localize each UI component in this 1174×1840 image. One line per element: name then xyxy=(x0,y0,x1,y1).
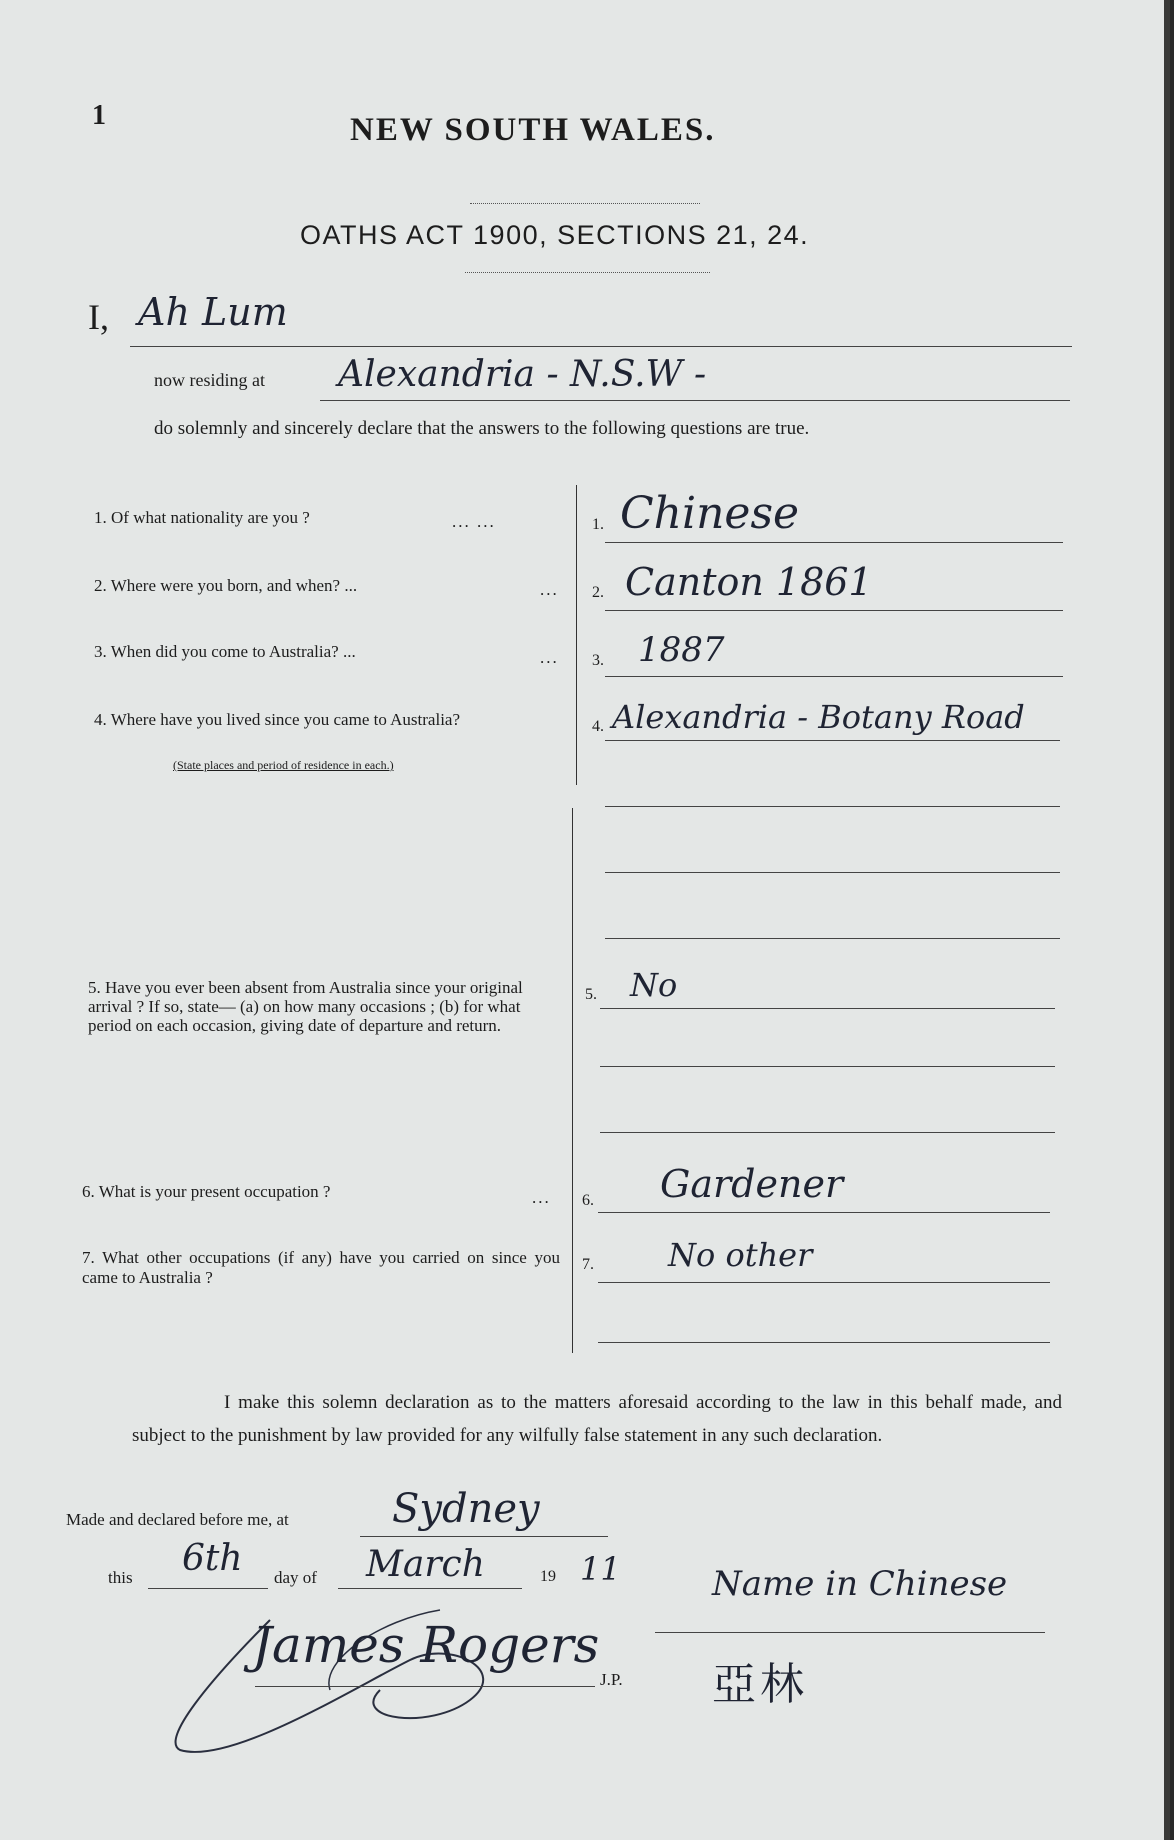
answer-2-number: 2. xyxy=(592,584,604,601)
corner-mark: 1 xyxy=(92,100,106,131)
answer-4-line xyxy=(605,740,1060,741)
question-2: 2. Where were you born, and when? ... xyxy=(94,576,358,595)
residence-line xyxy=(320,400,1070,401)
answer-4-line-4 xyxy=(605,938,1060,939)
question-3: 3. When did you come to Australia? ... xyxy=(94,642,356,661)
answer-1: Chinese xyxy=(620,488,800,539)
header-rule-top xyxy=(470,203,700,204)
answers-divider-lower xyxy=(572,808,573,1353)
question-6-dots: ... xyxy=(532,1188,551,1207)
jp-signature-line xyxy=(255,1686,595,1687)
made-declared-label: Made and declared before me, at xyxy=(66,1510,289,1529)
answer-4-line-3 xyxy=(605,872,1060,873)
answer-2-line xyxy=(605,610,1063,611)
answer-5-line xyxy=(600,1008,1055,1009)
solemn-declaration: I make this solemn declaration as to the matters aforesaid according to the law in this behalf made, and subject to the punishment by law provided for any wilfully false statement in any such declaration. xyxy=(132,1392,1062,1446)
question-3-dots: ... xyxy=(540,648,559,667)
answer-4: Alexandria - Botany Road xyxy=(612,698,1025,736)
answer-5: No xyxy=(630,966,678,1004)
month-line xyxy=(338,1588,522,1589)
answer-6-line xyxy=(598,1212,1050,1213)
question-1: 1. Of what nationality are you ? xyxy=(94,508,310,527)
answer-1-number: 1. xyxy=(592,516,604,533)
answer-5-number: 5. xyxy=(585,986,597,1003)
answer-5-line-3 xyxy=(600,1132,1055,1133)
this-label: this xyxy=(108,1568,133,1587)
answer-6-number: 6. xyxy=(582,1192,594,1209)
place-line xyxy=(360,1536,608,1537)
question-5: 5. Have you ever been absent from Australia since your original arrival ? If so, state— (a) on how many occasions ; (b) for what period on each occasion, giving date of departure and return. xyxy=(88,978,523,1035)
name-line xyxy=(130,346,1072,347)
residence: Alexandria - N.S.W - xyxy=(338,354,707,395)
chinese-characters: 亞林 xyxy=(712,1659,808,1710)
day-of-label: day of xyxy=(274,1568,317,1587)
day-line xyxy=(148,1588,268,1589)
answer-3-line xyxy=(605,676,1063,677)
declaration-month: March xyxy=(366,1544,485,1585)
i-prefix: I, xyxy=(88,297,109,337)
answer-4-number: 4. xyxy=(592,718,604,735)
act-heading: OATHS ACT 1900, SECTIONS 21, 24. xyxy=(300,220,810,250)
answer-7-line-2 xyxy=(598,1342,1050,1343)
question-2-dots: ... xyxy=(540,580,559,599)
declarant-name: Ah Lum xyxy=(138,290,288,334)
question-7: 7. What other occupations (if any) have you carried on since you came to Australia ? xyxy=(82,1248,560,1287)
declaration-text: do solemnly and sincerely declare that the answers to the following questions are true. xyxy=(154,418,810,439)
answer-4-line-2 xyxy=(605,806,1060,807)
question-4-note: (State places and period of residence in each.) xyxy=(173,758,394,772)
question-4: 4. Where have you lived since you came to Australia? xyxy=(94,710,461,729)
answer-7-number: 7. xyxy=(582,1256,594,1273)
jp-label: J.P. xyxy=(600,1670,623,1689)
header-rule-bottom xyxy=(465,272,710,273)
name-in-chinese-label: Name in Chinese xyxy=(712,1564,1008,1604)
declaration-day: 6th xyxy=(182,1538,243,1579)
answer-3: 1887 xyxy=(638,630,725,670)
jp-signature: James Rogers xyxy=(252,1616,600,1674)
answer-3-number: 3. xyxy=(592,652,604,669)
answers-divider xyxy=(576,485,577,785)
answer-1-line xyxy=(605,542,1063,543)
answer-5-line-2 xyxy=(600,1066,1055,1067)
answer-7-line xyxy=(598,1282,1050,1283)
declaration-place: Sydney xyxy=(392,1486,540,1532)
year-suffix: 11 xyxy=(580,1550,621,1588)
answer-7: No other xyxy=(668,1236,813,1274)
question-6: 6. What is your present occupation ? xyxy=(82,1182,331,1201)
year-prefix: 19 xyxy=(540,1568,556,1585)
answer-2: Canton 1861 xyxy=(625,560,873,604)
answer-6: Gardener xyxy=(660,1162,844,1206)
chinese-name-line xyxy=(655,1632,1045,1633)
residing-label: now residing at xyxy=(154,370,265,390)
state-heading: NEW SOUTH WALES. xyxy=(350,112,716,148)
question-1-dots: ... ... xyxy=(452,512,496,531)
